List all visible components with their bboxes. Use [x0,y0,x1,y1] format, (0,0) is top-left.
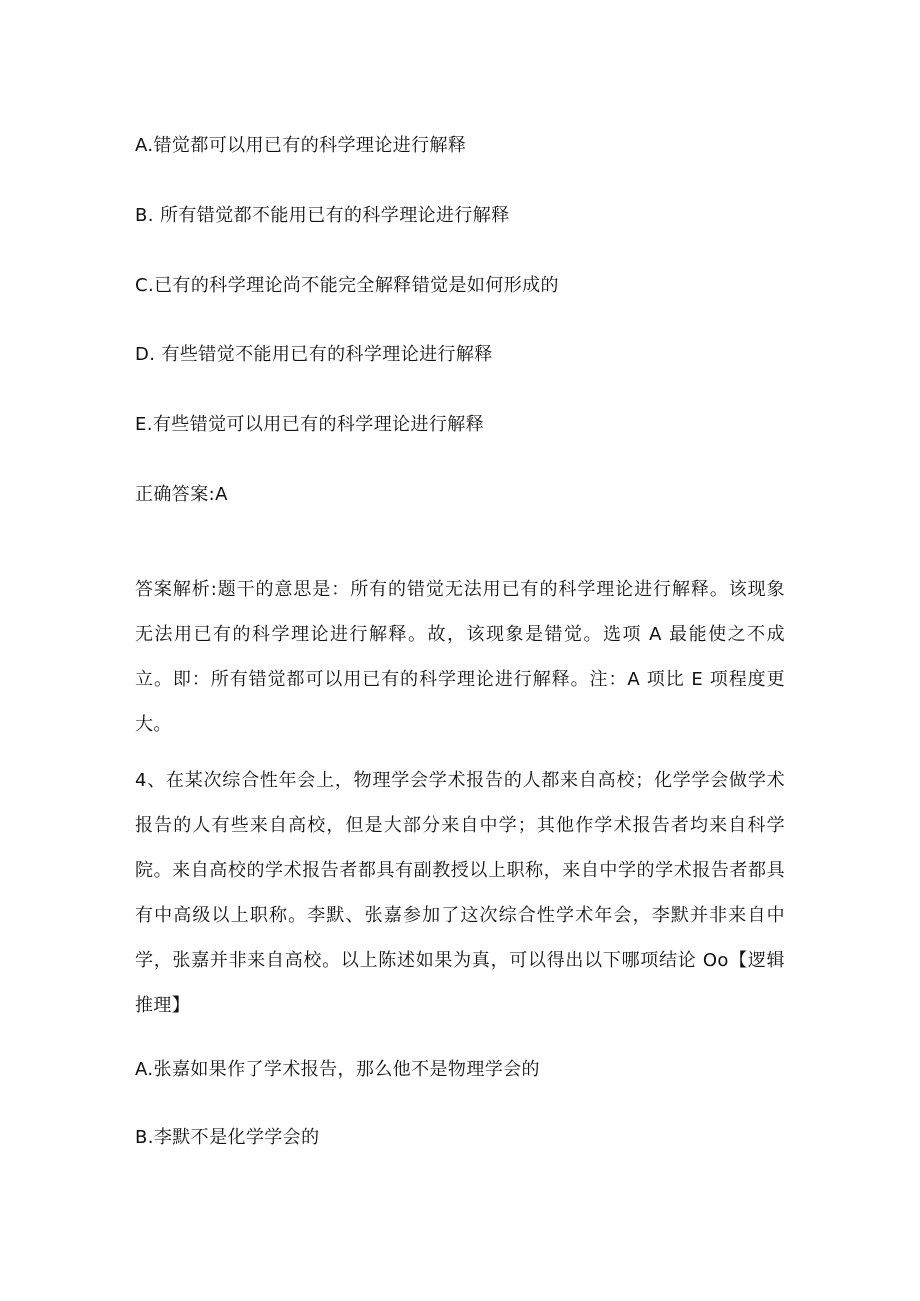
q3-option-c: C.已有的科学理论尚不能完全解释错觉是如何形成的 [135,275,559,296]
q3-option-e: E.有些错觉可以用已有的科学理论进行解释 [135,414,485,435]
q4-option-b: B.李默不是化学学会的 [135,1127,320,1148]
q3-correct-answer: 正确答案:A [135,484,228,505]
q3-option-d: D. 有些错觉不能用已有的科学理论进行解释 [135,344,493,365]
q4-option-a: A.张嘉如果作了学术报告，那么他不是物理学会的 [135,1059,540,1080]
q3-option-a: A.错觉都可以用已有的科学理论进行解释 [135,135,467,156]
q4-stem: 4、在某次综合性年会上，物理学会学术报告的人都来自高校；化学学会做学术报告的人有些来自高校，但是大部分来自中学；其他作学术报告者均来自科学院。来自高校的学术报告者都具有副教授以上职称，来自中学的学术报告者都具有中高级以上职称。李默、张嘉参加了这次综合性学术年会，李默并非来自中学，张嘉并非来自高校。以上陈述如果为真，可以得出以下哪项结论 Oo【逻辑推理】 [135,770,785,1016]
q3-analysis: 答案解析:题干的意思是：所有的错觉无法用已有的科学理论进行解释。该现象无法用已有的科学理论进行解释。故，该现象是错觉。选项 A 最能使之不成立。即：所有错觉都可以用已有的科学理论进行解释。注：A 项比 E 项程度更大。 [135,579,785,735]
q3-option-b: B. 所有错觉都不能用已有的科学理论进行解释 [135,205,510,226]
